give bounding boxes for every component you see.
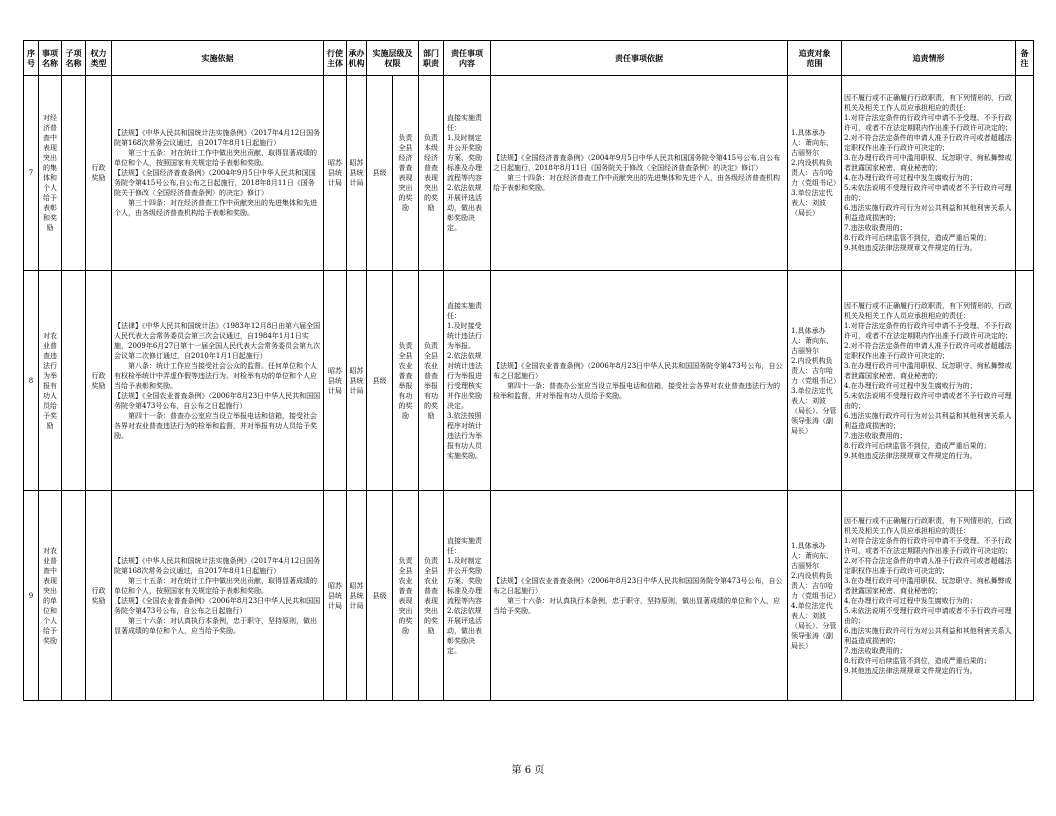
- responsibility-basis-cell: [491, 491, 788, 701]
- responsibility-content-cell: [444, 491, 491, 701]
- header-remarks: 备注: [1016, 41, 1034, 76]
- accountability-case-line: 9.其他违反法律法规规章文件规定的行为。: [844, 244, 977, 252]
- level-cell: 县级: [367, 76, 393, 271]
- responsibility-basis-cell: [491, 76, 788, 271]
- header-item-name: 事项名称: [39, 41, 62, 76]
- seq-cell: 7: [24, 76, 39, 271]
- item-name-cell: 对经济普查中表现突出的集体和个人给予表彰和奖励: [39, 76, 62, 271]
- accountability-case-line: 4.在办理行政许可过程中发生腐败行为的；: [844, 174, 977, 182]
- accountability-case-line: 因不履行或不正确履行行政职责，有下列情形的，行政机关及相关工作人员应承担相应的责任：: [844, 516, 1012, 535]
- basis-paragraph: 【法律】《中华人民共和国统计法》（1983年12月8日由第六届全国人民代表大会常务委员会第三次会议通过，自1984年1月1日实施，2009年6月27日第十一届全国人民代表大会常务委员会第九次会议第二次修订通过，自2010年1月1日起施行）: [114, 321, 321, 360]
- sub-item-name-cell: [62, 271, 86, 491]
- responsibility-content-line: 直接实施责任：: [447, 536, 482, 555]
- accountability-case-line: 6.违法实施行政许可行为对公共利益和其他利害关系人利益造成损害的；: [844, 204, 1012, 222]
- table-row: [24, 491, 1034, 701]
- basis-cell: [112, 271, 324, 491]
- accountability-case-line: 8.行政许可后续监管不到位，造成严重后果的；: [844, 656, 991, 665]
- accountability-cases-cell: [842, 271, 1016, 491]
- responsibility-content-line: 直接实施责任：: [447, 114, 482, 132]
- accountability-scope-cell: [788, 491, 842, 701]
- accountability-case-line: 1.对符合法定条件的行政许可申请不予受理、不予行政许可，或者不在法定期限内作出准予行政许可决定的；: [844, 321, 1012, 340]
- basis-paragraph: 第三十五条：对在统计工作中做出突出贡献、取得显著成绩的单位和个人，按照国家有关规定给予表彰和奖励。: [114, 149, 317, 167]
- accountability-scope-line: 2.内设机构负责人：吉尔哈力（党组书记）: [791, 571, 840, 600]
- accountability-cases-cell: [842, 491, 1016, 701]
- responsibility-content-line: 2.依法依规对统计违法行为举报进行受理核实并作出奖励决定。: [447, 351, 482, 410]
- accountability-case-line: 9.其他违反法律法规规章文件规定的行为。: [844, 666, 977, 675]
- responsibility-content-line: 直接实施责任：: [447, 301, 482, 320]
- seq-cell: 9: [24, 491, 39, 701]
- remarks-cell: [1016, 491, 1034, 701]
- page-number: 第 6 页: [511, 765, 545, 776]
- responsibility-basis-paragraph: 第三十六条：对认真执行本条例，忠于职守，坚持原则，做出显著成绩的单位和个人，应当给予奖励。: [493, 596, 780, 615]
- accountability-case-line: 9.其他违反法律法规规章文件规定的行为。: [844, 451, 977, 460]
- responsibility-basis-paragraph: 第三十四条：对在经济普查工作中贡献突出的先进集体和先进个人，由各级经济普查机构给予表彰和奖励。: [493, 174, 780, 192]
- basis-paragraph: 第三十四条：对在经济普查工作中贡献突出的先进集体和先进个人，由各级经济普查机构给予表彰和奖励。: [114, 199, 317, 217]
- sub-item-name-cell: [62, 491, 86, 701]
- header-power-type: 权力类型: [86, 41, 112, 76]
- header-duty: 部门职责: [419, 41, 444, 76]
- accountability-scope-line: 1.具体承办人：萧向东、古丽努尔: [791, 129, 833, 157]
- seq-cell: 8: [24, 271, 39, 491]
- responsibility-content-line: 2.依法依规开展评选活动，做出表彰奖励决定。: [447, 184, 482, 232]
- responsibility-content-cell: [444, 271, 491, 491]
- accountability-case-line: 4.在办理行政许可过程中发生腐败行为的；: [844, 381, 977, 390]
- level-cell: 县级: [367, 271, 393, 491]
- remarks-cell: [1016, 76, 1034, 271]
- basis-paragraph: 【法规】《中华人民共和国统计法实施条例》（2017年4月12日国务院第168次常务会议通过，自2017年8月1日起施行）: [114, 556, 321, 575]
- agency-cell: 昭苏县统计局: [347, 76, 367, 271]
- responsibility-basis-paragraph: 【法规】《全国经济普查条例》（2004年9月5日中华人民共和国国务院令第415号公布,自公布之日起施行，2018年8月11日《国务院关于修改〈全国经济普查条例〉的决定》修订）: [493, 154, 781, 172]
- accountability-case-line: 8.行政许可后续监管不到位，造成严重后果的；: [844, 441, 991, 450]
- table-row: [24, 271, 1034, 491]
- accountability-case-line: 1.对符合法定条件的行政许可申请不予受理、不予行政许可，或者不在法定期限内作出准予行政许可决定的；: [844, 114, 1012, 132]
- duty-cell: 负责全县农业普查表现突出的奖励: [419, 491, 444, 701]
- basis-paragraph: 【法规】《全国经济普查条例》（2004年9月5日中华人民共和国国务院令第415号公布,自公布之日起施行，2018年8月11日《国务院关于修改〈全国经济普查条例〉的决定》修订）: [114, 169, 316, 197]
- accountability-case-line: 2.对不符合法定条件的申请人准予行政许可或者超越法定职权作出准予行政许可决定的；: [844, 556, 1012, 575]
- responsibility-basis-paragraph: 第四十一条：普查办公室应当设立举报电话和信箱，接受社会各界对农业普查违法行为的检举和监督，并对举报有功人员给予奖励。: [493, 381, 780, 400]
- responsibility-content-line: 2.依法依规开展评选活动，做出表彰奖励决定。: [447, 606, 482, 655]
- basis-paragraph: 第八条：统计工作应当接受社会公众的监督。任何单位和个人有权检举统计中弄虚作假等违法行为。对检举有功的单位和个人应当给予表彰和奖励。: [114, 361, 317, 390]
- agency-cell: 昭苏县统计局: [347, 491, 367, 701]
- duty-cell: 负责本级经济普查表现突出的奖励: [419, 76, 444, 271]
- accountability-case-line: 7.违法收取费用的；: [844, 224, 907, 232]
- sub-item-name-cell: [62, 76, 86, 271]
- item-name-cell: 对农业普查违法行为举报有功人员给予奖励: [39, 271, 62, 491]
- power-type-cell: 行政奖励: [86, 76, 112, 271]
- accountability-scope-line: 3.单位法定代表人：刘波（局长）、分管领导张涛（副局长）: [791, 386, 837, 435]
- accountability-case-line: 5.未依法说明不受理行政许可申请或者不予行政许可理由的；: [844, 184, 1012, 202]
- accountability-case-line: 4.在办理行政许可过程中发生腐败行为的；: [844, 596, 977, 605]
- power-list-table: [23, 40, 1034, 701]
- subject-cell: 昭苏县统计局: [324, 76, 347, 271]
- duty-cell: 负责全县农业普查举报有功的奖励: [419, 271, 444, 491]
- responsibility-content-line: 1.及时制定并公开奖励方案、奖励标准及办理流程等内容: [447, 556, 482, 605]
- responsibility-content-cell: [444, 76, 491, 271]
- accountability-scope-cell: [788, 76, 842, 271]
- accountability-case-line: 3.在办理行政许可中滥用职权、玩忽职守、徇私舞弊或者泄露国家秘密、商业秘密的；: [844, 361, 1012, 380]
- accountability-case-line: 1.对符合法定条件的行政许可申请不予受理、不予行政许可，或者不在法定期限内作出准予行政许可决定的；: [844, 536, 1012, 555]
- accountability-case-line: 2.对不符合法定条件的申请人准予行政许可或者超越法定职权作出准予行政许可决定的；: [844, 341, 1012, 360]
- accountability-case-line: 5.未依法说明不受理行政许可申请或者不予行政许可理由的；: [844, 606, 1012, 625]
- header-basis: 实施依据: [112, 41, 324, 76]
- basis-paragraph: 第三十六条：对认真执行本条例，忠于职守，坚持原则，做出显著成绩的单位和个人，应当给予奖励。: [114, 616, 317, 635]
- accountability-cases-cell: [842, 76, 1016, 271]
- table-header: [24, 41, 1034, 76]
- table-row: [24, 76, 1034, 271]
- responsibility-content-line: 1.及时接受统计违法行为举报。: [447, 321, 482, 350]
- basis-paragraph: 第三十五条：对在统计工作中做出突出贡献、取得显著成绩的单位和个人，按照国家有关规定给予表彰和奖励。: [114, 576, 317, 595]
- accountability-scope-line: 4.单位法定代表人：刘波（局长）、分管领导张涛（副局长）: [791, 601, 837, 650]
- basis-paragraph: 【法规】《中华人民共和国统计法实施条例》（2017年4月12日国务院第168次常务会议通过，自2017年8月1日起施行）: [114, 129, 321, 147]
- responsibility-basis-paragraph: 【法规】《全国农业普查条例》（2006年8月23日中华人民共和国国务院令第473号公布，自公布之日起施行）: [493, 576, 783, 595]
- responsibility-content-line: 3.依法按照程序对统计违法行为举报有功人员实施奖励。: [447, 411, 482, 460]
- basis-paragraph: 【法规】《全国农业普查条例》（2006年8月23日中华人民共和国国务院令第473号公布，自公布之日起施行）: [114, 391, 321, 410]
- accountability-case-line: 6.违法实施行政许可行为对公共利益和其他利害关系人利益造成损害的；: [844, 411, 1012, 430]
- power-type-cell: 行政奖励: [86, 491, 112, 701]
- authority-cell: 负责全县农业普查表现突出的奖励: [393, 491, 419, 701]
- power-type-cell: 行政奖励: [86, 271, 112, 491]
- header-level-authority: 实施层级及权限: [367, 41, 419, 76]
- basis-paragraph: 第四十一条：普查办公室应当设立举报电话和信箱，接受社会各界对农业普查违法行为的检举和监督，并对举报有功人员给予奖励。: [114, 411, 317, 440]
- accountability-scope-cell: [788, 271, 842, 491]
- accountability-case-line: 3.在办理行政许可中滥用职权、玩忽职守、徇私舞弊或者泄露国家秘密、商业秘密的；: [844, 154, 1012, 172]
- accountability-scope-line: 2.内设机构负责人：吉尔哈力（党组书记）: [791, 356, 840, 385]
- subject-cell: 昭苏县统计局: [324, 491, 347, 701]
- header-agency: 承办机构: [347, 41, 367, 76]
- accountability-case-line: 因不履行或不正确履行行政职责，有下列情形的，行政机关及相关工作人员应承担相应的责任：: [844, 94, 1012, 112]
- header-row: [24, 41, 1034, 76]
- item-name-cell: 对农业普查中表现突出的单位和个人给予奖励: [39, 491, 62, 701]
- authority-cell: 负责全县农业普查举报有功的奖励: [393, 271, 419, 491]
- accountability-scope-line: 1.具体承办人：萧向东、古丽努尔: [791, 326, 833, 355]
- responsibility-basis-paragraph: 【法规】《全国农业普查条例》（2006年8月23日中华人民共和国国务院令第473号公布，自公布之日起施行）: [493, 361, 783, 380]
- agency-cell: 昭苏县统计局: [347, 271, 367, 491]
- basis-cell: [112, 491, 324, 701]
- basis-paragraph: 【法规】《全国农业普查条例》（2006年8月23日中华人民共和国国务院令第473号公布，自公布之日起施行）: [114, 596, 321, 615]
- accountability-scope-line: 3.单位法定代表人：刘波（局长）: [791, 189, 833, 217]
- level-cell: 县级: [367, 491, 393, 701]
- accountability-case-line: 7.违法收取费用的；: [844, 646, 907, 655]
- subject-cell: 昭苏县统计局: [324, 271, 347, 491]
- table-body: [24, 76, 1034, 701]
- basis-cell: [112, 76, 324, 271]
- authority-cell: 负责全县经济普查表现突出的奖励: [393, 76, 419, 271]
- remarks-cell: [1016, 271, 1034, 491]
- accountability-case-line: 6.违法实施行政许可行为对公共利益和其他利害关系人利益造成损害的；: [844, 626, 1012, 645]
- accountability-scope-line: 2.内设机构负责人：吉尔哈力（党组书记）: [791, 159, 840, 187]
- header-responsibility-content: 责任事项内容: [444, 41, 491, 76]
- header-sub-item-name: 子项名称: [62, 41, 86, 76]
- responsibility-basis-cell: [491, 271, 788, 491]
- header-accountability-scope: 追责对象范围: [788, 41, 842, 76]
- accountability-case-line: 7.违法收取费用的；: [844, 431, 907, 440]
- accountability-case-line: 5.未依法说明不受理行政许可申请或者不予行政许可理由的；: [844, 391, 1012, 410]
- accountability-case-line: 8.行政许可后续监管不到位，造成严重后果的；: [844, 234, 991, 242]
- header-subject: 行使主体: [324, 41, 347, 76]
- accountability-case-line: 3.在办理行政许可中滥用职权、玩忽职守、徇私舞弊或者泄露国家秘密、商业秘密的；: [844, 576, 1012, 595]
- responsibility-content-line: 1.及时制定并公开奖励方案、奖励标准及办理流程等内容: [447, 134, 482, 182]
- accountability-case-line: 2.对不符合法定条件的申请人准予行政许可或者超越法定职权作出准予行政许可决定的；: [844, 134, 1012, 152]
- header-responsibility-basis: 责任事项依据: [491, 41, 788, 76]
- accountability-case-line: 因不履行或不正确履行行政职责，有下列情形的，行政机关及相关工作人员应承担相应的责任：: [844, 301, 1012, 320]
- header-seq: 序号: [24, 41, 39, 76]
- header-accountability-cases: 追责情形: [842, 41, 1016, 76]
- accountability-scope-line: 1.具体承办人：萧向东、古丽努尔: [791, 541, 833, 570]
